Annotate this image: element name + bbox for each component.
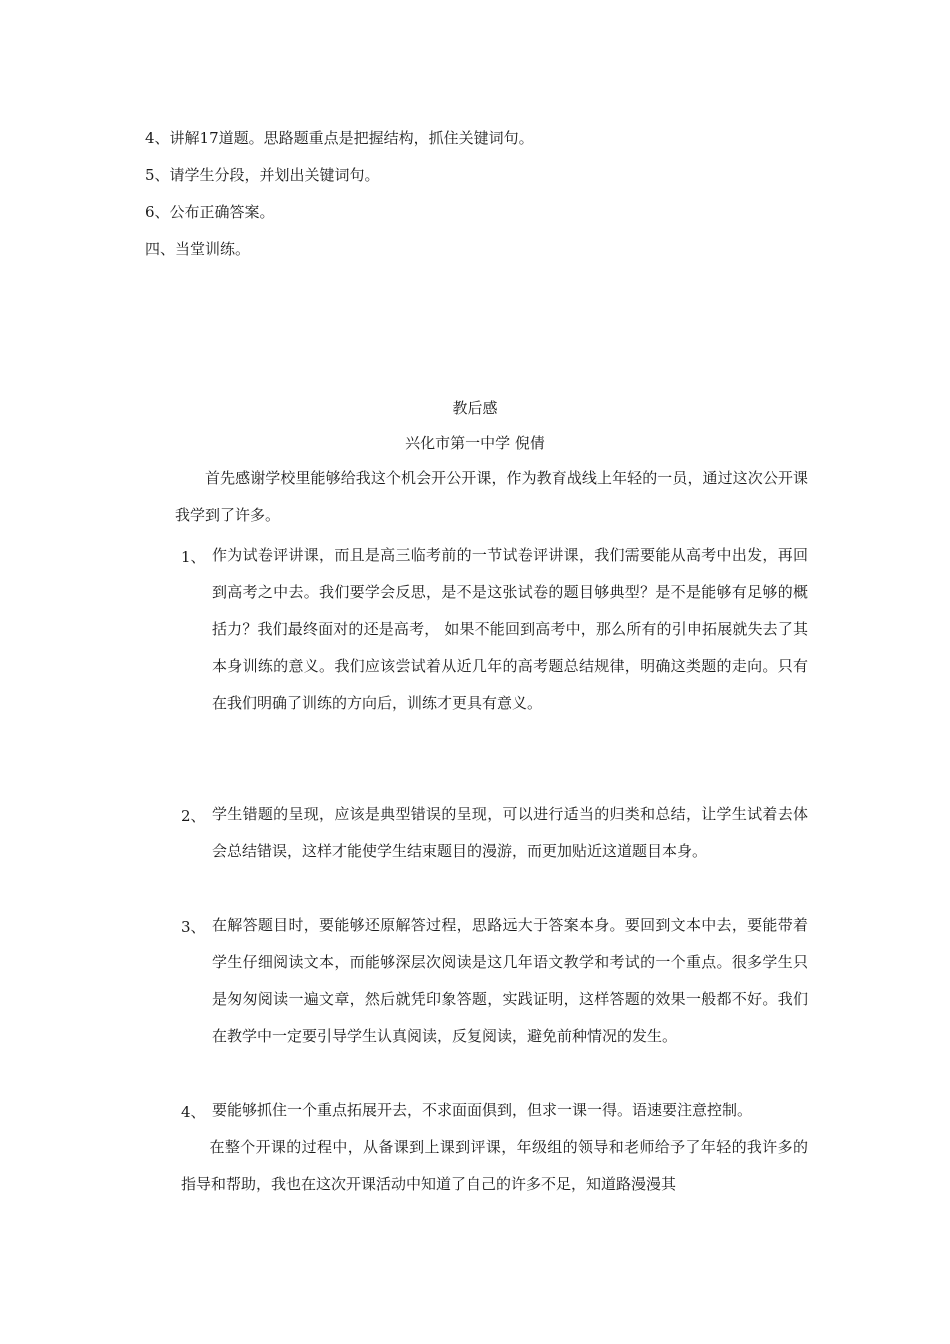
reflection-author: 兴化市第一中学 倪倩 bbox=[405, 434, 545, 452]
point-text: 学生错题的呈现，应该是典型错误的呈现，可以进行适当的归类和总结，让学生试着去体会总结错误，这样才能使学生结束题目的漫游，而更加贴近这道题目本身。 bbox=[212, 805, 808, 860]
point-text: 要能够抓住一个重点拓展开去，不求面面俱到，但求一课一得。语速要注意控制。 bbox=[212, 1101, 753, 1119]
outline-line-4: 4、讲解17道题。思路题重点是把握结构，抓住关键词句。 bbox=[145, 129, 534, 147]
reflection-intro: 首先感谢学校里能够给我这个机会开公开课，作为教育战线上年轻的一员，通过这次公开课我学到了许多。 bbox=[175, 469, 808, 524]
point-number: 1、 bbox=[181, 548, 206, 566]
point-number: 3、 bbox=[181, 918, 206, 936]
reflection-closing: 在整个开课的过程中，从备课到上课到评课，年级组的领导和老师给予了年轻的我许多的指导和帮助，我也在这次开课活动中知道了自己的许多不足，知道路漫漫其 bbox=[181, 1138, 808, 1193]
point-number: 4、 bbox=[181, 1103, 206, 1121]
outline-line-5: 5、请学生分段，并划出关键词句。 bbox=[145, 166, 380, 184]
outline-line-6: 6、公布正确答案。 bbox=[145, 203, 275, 221]
point-number: 2、 bbox=[181, 807, 206, 825]
reflection-title: 教后感 bbox=[452, 399, 498, 417]
point-text: 作为试卷评讲课，而且是高三临考前的一节试卷评讲课，我们需要能从高考中出发，再回到高考之中去。我们要学会反思，是不是这张试卷的题目够典型？是不是能够有足够的概括力？我们最终面对的还是高考， 如果不能回到高考中，那么所有的引申拓展就失去了其本身训练的意义。我们应该尝试着从近几年的高考题总结规律，明确这类题的走向。只有在我们明确了训练的方向后，训练才更具有意义。 bbox=[212, 546, 808, 712]
outline-line-four: 四、当堂训练。 bbox=[145, 240, 251, 258]
point-text: 在解答题目时，要能够还原解答过程，思路远大于答案本身。要回到文本中去，要能带着学生仔细阅读文本，而能够深层次阅读是这几年语文教学和考试的一个重点。很多学生只是匆匆阅读一遍文章，然后就凭印象答题，实践证明，这样答题的效果一般都不好。我们在教学中一定要引导学生认真阅读，反复阅读，避免前种情况的发生。 bbox=[212, 916, 808, 1045]
